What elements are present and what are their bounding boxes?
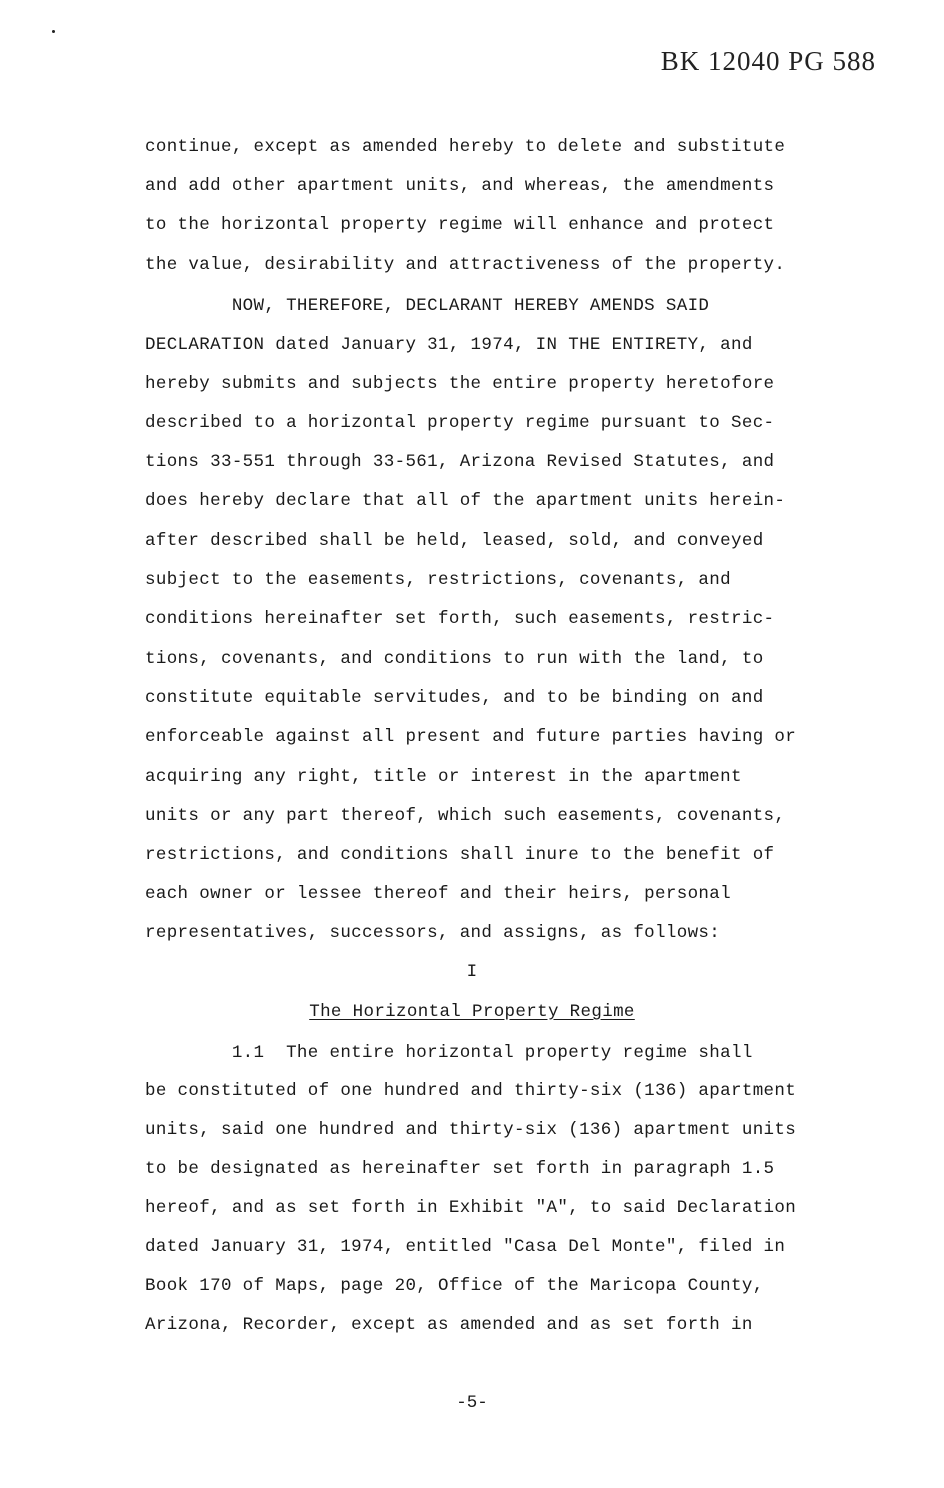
- text-line: subject to the easements, restrictions, covenants, and: [145, 570, 731, 590]
- section-title: [0, 1002, 944, 1022]
- text-line: does hereby declare that all of the apartment units herein-: [145, 491, 786, 511]
- text-line: 1.1 The entire horizontal property regime shall: [145, 1043, 753, 1063]
- text-line: NOW, THEREFORE, DECLARANT HEREBY AMENDS SAID: [145, 296, 710, 316]
- text-line: be constituted of one hundred and thirty-six (136) apartment: [145, 1081, 797, 1101]
- text-line: after described shall be held, leased, sold, and conveyed: [145, 531, 764, 551]
- text-line: units or any part thereof, which such easements, covenants,: [145, 806, 786, 826]
- scan-speck: [52, 30, 55, 33]
- book-page-stamp: BK 12040 PG 588: [660, 46, 876, 76]
- section-number: I: [466, 962, 478, 982]
- text-line: enforceable against all present and future parties having or: [145, 727, 797, 747]
- text-line: the value, desirability and attractiveness of the property.: [145, 255, 786, 275]
- text-line: DECLARATION dated January 31, 1974, IN THE ENTIRETY, and: [145, 335, 753, 355]
- text-line: acquiring any right, title or interest in the apartment: [145, 767, 742, 787]
- text-line: tions 33-551 through 33-561, Arizona Revised Statutes, and: [145, 452, 775, 472]
- text-line: representatives, successors, and assigns, as follows:: [145, 923, 721, 943]
- text-line: tions, covenants, and conditions to run with the land, to: [145, 649, 764, 669]
- text-line: each owner or lessee thereof and their heirs, personal: [145, 884, 731, 904]
- text-line: to be designated as hereinafter set forth in paragraph 1.5: [145, 1159, 775, 1179]
- text-line: to the horizontal property regime will enhance and protect: [145, 215, 775, 235]
- page-number: -5-: [456, 1393, 488, 1413]
- text-line: Book 170 of Maps, page 20, Office of the Maricopa County,: [145, 1276, 764, 1296]
- text-line: restrictions, and conditions shall inure to the benefit of: [145, 845, 775, 865]
- text-line: conditions hereinafter set forth, such easements, restric-: [145, 609, 775, 629]
- text-line: constitute equitable servitudes, and to be binding on and: [145, 688, 764, 708]
- text-line: Arizona, Recorder, except as amended and as set forth in: [145, 1315, 753, 1335]
- text-line: described to a horizontal property regime pursuant to Sec-: [145, 413, 775, 433]
- text-line: dated January 31, 1974, entitled "Casa Del Monte", filed in: [145, 1237, 786, 1257]
- text-line: units, said one hundred and thirty-six (136) apartment units: [145, 1120, 797, 1140]
- text-line: continue, except as amended hereby to delete and substitute: [145, 137, 786, 157]
- section-title-text: The Horizontal Property Regime: [309, 1002, 635, 1022]
- text-line: and add other apartment units, and whereas, the amendments: [145, 176, 775, 196]
- text-line: hereby submits and subjects the entire property heretofore: [145, 374, 775, 394]
- text-line: hereof, and as set forth in Exhibit "A", to said Declaration: [145, 1198, 797, 1218]
